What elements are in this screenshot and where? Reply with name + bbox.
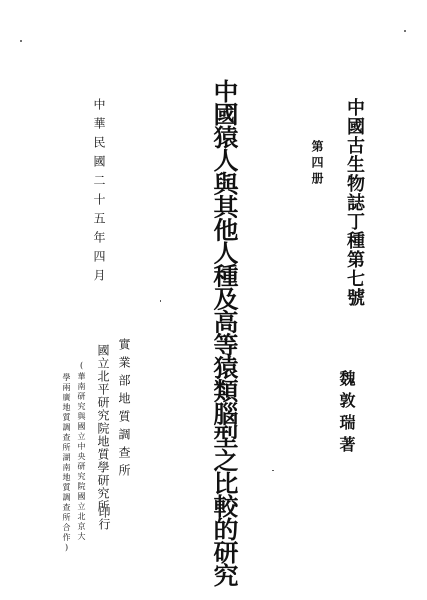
series-title: 中國古生物誌丁種第七號 — [344, 98, 365, 307]
scan-speck — [272, 470, 274, 471]
scan-speck — [404, 30, 406, 32]
printed-by-label: 印行 — [97, 506, 111, 530]
author-name: 魏敦瑞著 — [337, 370, 356, 458]
collaboration-note-line-1: (華南研究與國立中央研究院國立北京大 — [77, 361, 86, 542]
publication-date: 中華民國二十五年四月 — [92, 98, 106, 288]
scan-speck — [160, 300, 161, 302]
main-title: 中國猿人與其他人種及高等猿類腦型之比較的研究 — [210, 79, 239, 586]
collaboration-note-line-2: 學兩廣地質調查所湖南地質調查所合作) — [62, 373, 71, 554]
volume-number: 第四册 — [310, 140, 324, 188]
publisher-line-2: 國立北平研究院地質學研究所 — [96, 344, 110, 513]
publisher-line-1: 實業部地質調查所 — [117, 338, 131, 482]
scan-speck — [20, 40, 22, 42]
